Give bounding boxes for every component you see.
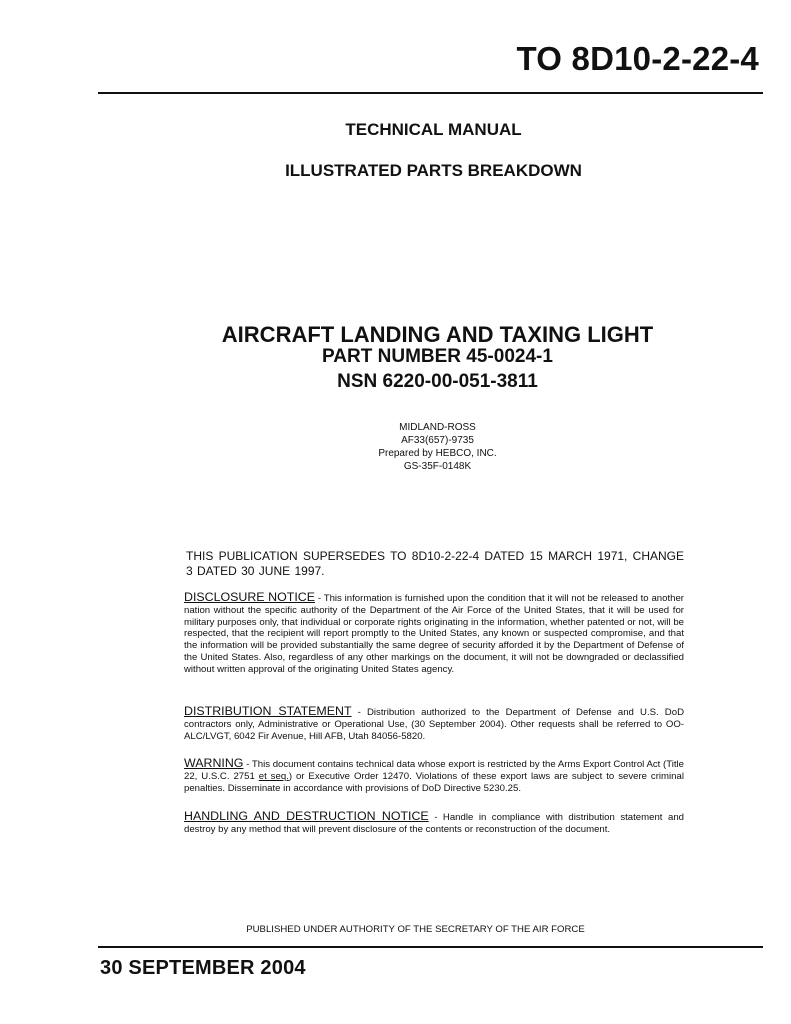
export-warning <box>184 758 684 794</box>
part-number: PART NUMBER 45-0024-1 <box>322 346 553 367</box>
handling-destruction-notice <box>184 811 684 836</box>
manual-subtype: ILLUSTRATED PARTS BREAKDOWN <box>285 161 582 180</box>
publishing-authority: PUBLISHED UNDER AUTHORITY OF THE SECRETARY OF THE AIR FORCE <box>246 924 585 935</box>
footer-divider <box>98 946 763 948</box>
distribution-statement-heading: DISTRIBUTION STATEMENT <box>184 704 352 718</box>
export-warning-heading: WARNING <box>184 756 244 770</box>
handling-destruction-notice-heading: HANDLING AND DESTRUCTION NOTICE <box>184 809 429 823</box>
disclosure-notice <box>184 592 684 676</box>
item-title: AIRCRAFT LANDING AND TAXING LIGHT <box>221 322 654 347</box>
prepared-by: Prepared by HEBCO, INC. <box>378 448 497 459</box>
header-divider <box>98 92 763 94</box>
document-number: TO 8D10-2-22-4 <box>516 40 759 77</box>
contract-number: AF33(657)-9735 <box>401 435 474 446</box>
export-warning-et-seq: et seq. <box>258 770 289 782</box>
manufacturer: MIDLAND-ROSS <box>399 422 476 433</box>
gsa-number: GS-35F-0148K <box>403 461 472 472</box>
supersedes-statement: THIS PUBLICATION SUPERSEDES TO 8D10-2-22-4 DATED 15 MARCH 1971, CHANGE 3 DATED 30 JUNE 1997. <box>186 549 684 578</box>
manual-type: TECHNICAL MANUAL <box>345 120 522 139</box>
export-warning-body-pre: - This document contains technical data whose export is restricted by the Arms Export Control Act (Title 22, U.S.C. 2751 <box>184 759 684 782</box>
publication-date: 30 SEPTEMBER 2004 <box>100 957 306 979</box>
distribution-statement <box>184 706 684 742</box>
export-warning-body-post: ) or Executive Order 12470. Violations of these export laws are subject to severe criminal penalties. Disseminate in accordance with provisions of DoD Directive 5230.25. <box>184 770 684 794</box>
disclosure-notice-heading: DISCLOSURE NOTICE <box>184 590 315 604</box>
handling-destruction-notice-body: - Handle in compliance with distribution statement and destroy by any method that will prevent disclosure of the contents or reconstruction of the document. <box>184 812 684 835</box>
distribution-statement-body: - Distribution authorized to the Department of Defense and U.S. DoD contractors only, Administrative or Operational Use, (30 September 2004). Other requests shall be referred to OO-ALC/LVGT, 6042 Fir Avenue, Hill AFB, Utah 84056-5820. <box>184 707 685 742</box>
nsn: NSN 6220-00-051-3811 <box>337 371 538 392</box>
disclosure-notice-body: - This information is furnished upon the condition that it will not be released to another nation without the specific authority of the Department of the Air Force of the United States, that it will be used for military purposes only, that individual or corporate rights originating in the information, whether patented or not, will be respected, that the recipient will report promptly to the United States, any known or suspected compromise, and that the information will be provided substantially the same degree of security afforded it by the Department of Defense of the United States. Also, regardless of any other markings on the document, it will not be downgraded or declassified without written approval of the originating United States agency. <box>184 593 685 675</box>
